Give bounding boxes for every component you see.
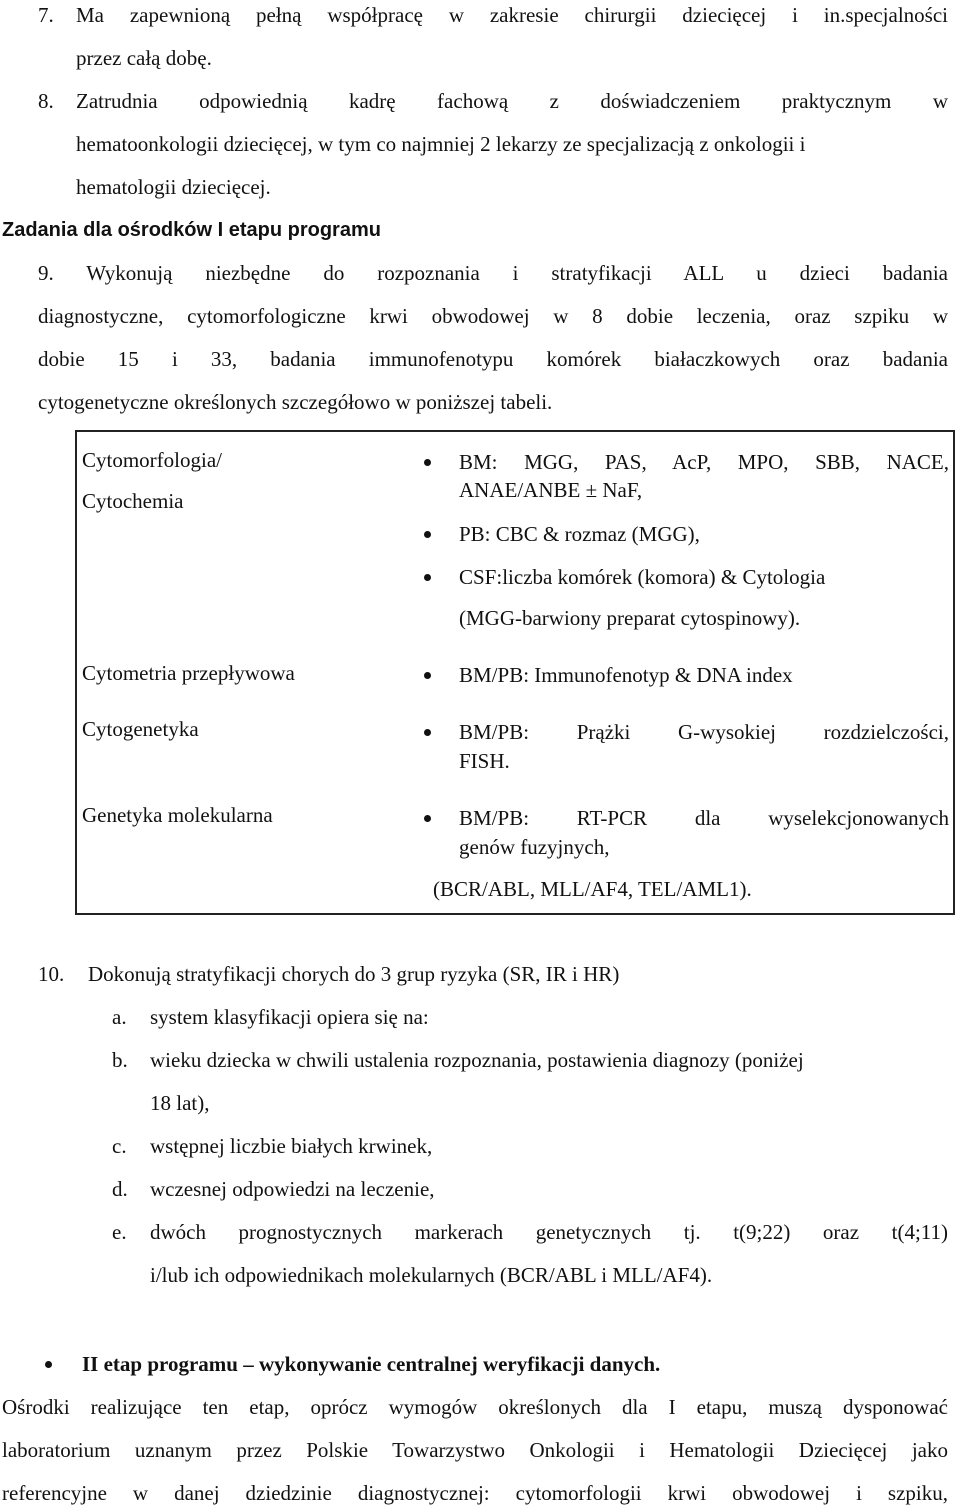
item-10c-letter: c.	[112, 1134, 127, 1158]
bullet-icon	[424, 672, 431, 679]
bullet-icon	[424, 815, 431, 822]
bullet-icon	[45, 1361, 52, 1368]
item-9-line3: dobie 15 i 33, badania immunofenotypu komórek białaczkowych oraz badania	[38, 347, 948, 371]
table-row1-bullet3-line1: CSF:liczba komórek (komora) & Cytologia	[459, 565, 826, 589]
table-row1-bullet1-line2: ANAE/ANBE ± NaF,	[459, 478, 643, 502]
table-row4-bullet1-line1: BM/PB: RT-PCR dla wyselekcjonowanych	[459, 806, 949, 830]
table-row2-bullet1: BM/PB: Immunofenotyp & DNA index	[459, 663, 793, 687]
bullet-icon	[424, 459, 431, 466]
item-8-line3: hematologii dziecięcej.	[76, 175, 271, 199]
item-10a-letter: a.	[112, 1005, 127, 1029]
stage2-paragraph-line1: Ośrodki realizujące ten etap, oprócz wymogów określonych dla I etapu, muszą dysponować	[2, 1395, 948, 1419]
item-10a-text: system klasyfikacji opiera się na:	[150, 1005, 429, 1029]
section-heading-stage2: II etap programu – wykonywanie centralnej weryfikacji danych.	[82, 1352, 661, 1376]
item-10e-line2: i/lub ich odpowiednikach molekularnych (BCR/ABL i MLL/AF4).	[150, 1263, 713, 1287]
bullet-icon	[424, 729, 431, 736]
table-row1-label-line1: Cytomorfologia/	[82, 448, 222, 472]
item-10-text: Dokonują stratyfikacji chorych do 3 grup ryzyka (SR, IR i HR)	[88, 962, 620, 986]
table-row1-bullet1-line1: BM: MGG, PAS, AcP, MPO, SBB, NACE,	[459, 450, 949, 474]
item-10b-letter: b.	[112, 1048, 128, 1072]
item-7-number: 7.	[38, 3, 54, 27]
bullet-icon	[424, 531, 431, 538]
section-heading-stage1: Zadania dla ośrodków I etapu programu	[2, 219, 381, 241]
item-9-line2: diagnostyczne, cytomorfologiczne krwi obwodowej w 8 dobie leczenia, oraz szpiku w	[38, 304, 948, 328]
table-row2-label: Cytometria przepływowa	[82, 661, 295, 685]
table-row4-bullet1-line3: (BCR/ABL, MLL/AF4, TEL/AML1).	[433, 877, 752, 901]
item-8-line1: Zatrudnia odpowiednią kadrę fachową z doświadczeniem praktycznym w	[76, 89, 948, 113]
table-row4-label: Genetyka molekularna	[82, 803, 273, 827]
table-row4-bullet1-line2: genów fuzyjnych,	[459, 835, 610, 859]
item-9-line4: cytogenetyczne określonych szczegółowo w poniższej tabeli.	[38, 390, 553, 414]
item-10d-text: wczesnej odpowiedzi na leczenie,	[150, 1177, 435, 1201]
table-row1-label-line2: Cytochemia	[82, 489, 184, 513]
table-row1-bullet3-line2: (MGG-barwiony preparat cytospinowy).	[459, 606, 801, 630]
table-row3-label: Cytogenetyka	[82, 717, 199, 741]
item-10d-letter: d.	[112, 1177, 128, 1201]
item-7-line2: przez całą dobę.	[76, 46, 212, 70]
table-row3-bullet1-line2: FISH.	[459, 749, 510, 773]
item-10e-line1: dwóch prognostycznych markerach genetycznych tj. t(9;22) oraz t(4;11)	[150, 1220, 948, 1244]
item-10b-line1: wieku dziecka w chwili ustalenia rozpoznania, postawienia diagnozy (poniżej	[150, 1048, 804, 1072]
item-10b-line2: 18 lat),	[150, 1091, 210, 1115]
stage2-paragraph-line3: referencyjne w danej dziedzinie diagnostycznej: cytomorfologii krwi obwodowej i szpiku,	[2, 1481, 948, 1505]
item-10-number: 10.	[38, 962, 65, 986]
item-8-line2: hematoonkologii dziecięcej, w tym co najmniej 2 lekarzy ze specjalizacją z onkologii i	[76, 132, 806, 156]
bullet-icon	[424, 574, 431, 581]
item-9-line1: 9. Wykonują niezbędne do rozpoznania i stratyfikacji ALL u dzieci badania	[38, 261, 948, 285]
table-row3-bullet1-line1: BM/PB: Prążki G-wysokiej rozdzielczości,	[459, 720, 949, 744]
item-10c-text: wstępnej liczbie białych krwinek,	[150, 1134, 433, 1158]
item-7-line1: Ma zapewnioną pełną współpracę w zakresie chirurgii dziecięcej i in.specjalności	[76, 3, 948, 27]
item-10e-letter: e.	[112, 1220, 127, 1244]
table-row1-bullet2: PB: CBC & rozmaz (MGG),	[459, 522, 700, 546]
stage2-paragraph-line2: laboratorium uznanym przez Polskie Towarzystwo Onkologii i Hematologii Dziecięcej jako	[2, 1438, 948, 1462]
item-8-number: 8.	[38, 89, 54, 113]
